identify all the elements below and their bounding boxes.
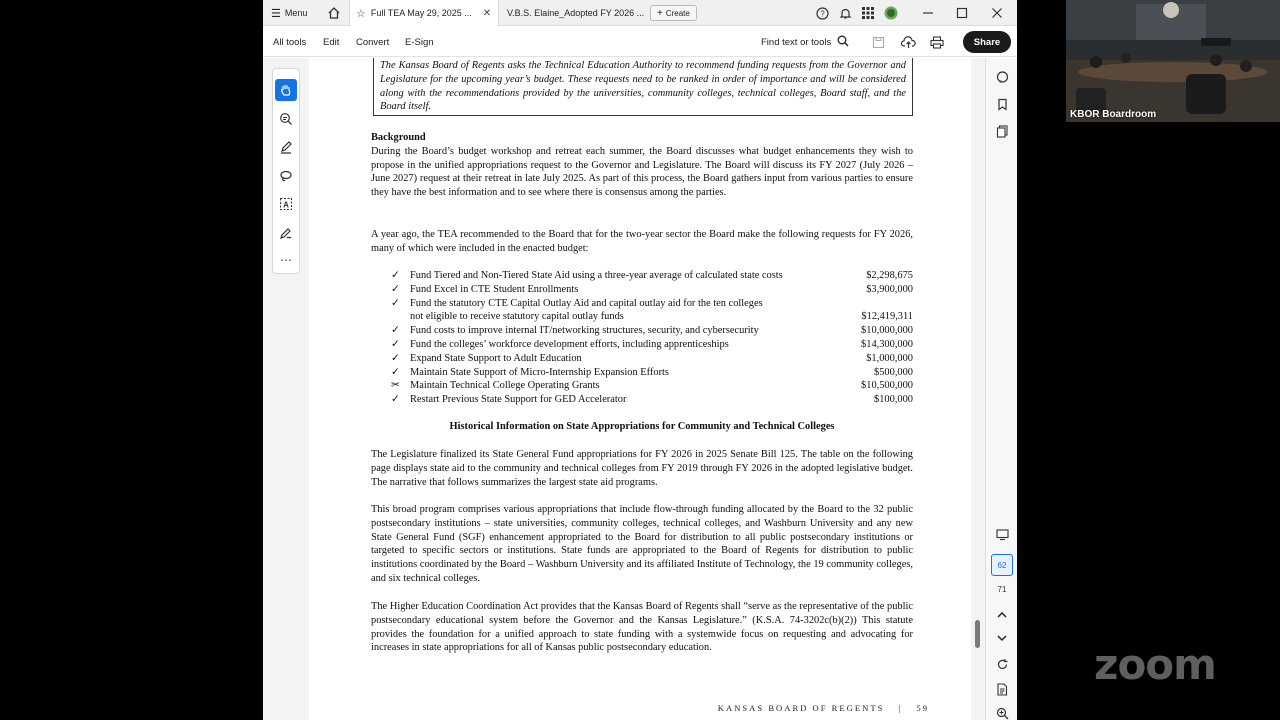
bookmark-icon[interactable] (991, 93, 1013, 115)
close-window-icon[interactable] (988, 4, 1006, 22)
boardroom-video-frame (1066, 0, 1280, 122)
lasso-icon[interactable] (275, 165, 297, 187)
check-icon: ✓ (391, 325, 400, 337)
footer-org: KANSAS BOARD OF REGENTS (717, 703, 885, 713)
search-icon (837, 35, 849, 50)
participant-name: KBOR Boardroom (1070, 109, 1157, 120)
historical-heading: Historical Information on State Appropriations for Community and Technical Colleges (449, 421, 835, 432)
plus-icon: + (657, 7, 663, 19)
main-toolbar (263, 27, 1017, 57)
menu-icon: ☰ (271, 7, 281, 20)
maximize-icon[interactable] (953, 4, 971, 22)
check-icon: ✓ (391, 338, 400, 350)
scrollbar-thumb[interactable] (975, 620, 980, 648)
list-item: not eligible to receive statutory capital outlay funds $12,419,311 (410, 311, 913, 323)
print-icon[interactable] (930, 27, 944, 57)
list-item: ✂ Maintain Technical College Operating Grants $10,500,000 (391, 380, 913, 392)
list-item: ✓ Fund Tiered and Non-Tiered State Aid using a three-year average of calculated state costs $2,298,675 (391, 270, 913, 281)
requests-list (391, 269, 913, 407)
scissors-icon: ✂ (391, 380, 400, 392)
help-icon[interactable] (813, 4, 831, 22)
tab-full-tea[interactable]: ☆ Full TEA May 29, 2025 ... (349, 0, 499, 26)
save-icon[interactable] (872, 27, 885, 57)
list-item: ✓ Restart Previous State Support for GED Accelerator $100,000 (391, 394, 913, 406)
check-icon: ✓ (391, 283, 400, 295)
year-ago-paragraph: A year ago, the TEA recommended to the Board that for the two-year sector the Board make the following requests for FY 2026, many of which were included in the enacted budget: (371, 229, 913, 254)
background-text: During the Board’s budget workshop and retreat each summer, the Board discusses what budget enhancements they wish to propose in the unified appropriations request to the Governor and Legislature. The Board will discuss its FY 2027 (July 2026 – June 2027) request at their retreat in late July 2025. As part of this process, the Board gathers input from various parties to ensure they have the best information and to see where there is consensus among the parties. (371, 145, 913, 199)
list-item: ✓ Fund costs to improve internal IT/networking structures, security, and cybersecurity $10,000,000 (391, 325, 913, 337)
hand-tool-icon[interactable] (275, 79, 297, 101)
more-tools-icon[interactable]: ⋯ (280, 253, 292, 267)
quick-tools-panel (272, 68, 300, 274)
svg-text:A: A (283, 200, 289, 210)
all-tools-button[interactable]: All tools (273, 36, 307, 48)
pages-icon[interactable] (991, 120, 1013, 142)
convert-button[interactable]: Convert (356, 36, 390, 48)
bell-icon[interactable] (836, 4, 854, 22)
list-item: ✓ Expand State Support to Adult Education $1,000,000 (391, 352, 913, 364)
footer-separator: | (898, 703, 903, 713)
minimize-icon[interactable] (919, 4, 937, 22)
acrobat-window (263, 0, 1017, 720)
left-tool-rail (263, 58, 309, 720)
apps-grid-icon[interactable] (859, 4, 877, 22)
participant-video[interactable] (1066, 0, 1280, 122)
broad-program-paragraph: This broad program comprises various appropriations that include flow-through funding allocated by the Board to the 32 public postsecondary institutions – state universities, community colleges, technical colleges, and Washburn University and any new State General Fund (SGF) enhancement appropriated to the Board for distribution to all public postsecondary institutions or targeted to specific sectors or institutions. State funds are appropriated to the Board of Regents for distribution to public institutions coordinated by the Board – Washburn University and its affiliated Institute of Technology, the 19 community colleges, and six technical colleges. (371, 504, 913, 584)
footer-page-number: 59 (916, 703, 929, 713)
check-icon: ✓ (391, 352, 400, 364)
list-item: ✓ Maintain State Support of Micro-Internship Expansion Efforts $500,000 (391, 366, 913, 378)
intro-callout: The Kansas Board of Regents asks the Technical Education Authority to recommend funding requests from the Governor and Legislature for the upcoming year’s budget. These requests need to be ranked in order of importance and will be considered along with the recommendations provided by the universities, community colleges, technical colleges, Board staff, and the Board itself. (373, 58, 913, 116)
check-icon: ✓ (391, 394, 400, 406)
avatar[interactable] (882, 4, 900, 22)
edit-button[interactable]: Edit (323, 36, 340, 48)
esign-button[interactable]: E-Sign (405, 36, 434, 48)
svg-text:?: ? (819, 9, 825, 18)
signature-icon[interactable] (275, 222, 297, 244)
share-button[interactable]: Share (963, 31, 1011, 53)
background-section (371, 131, 913, 200)
legislature-paragraph: The Legislature finalized its State General Fund appropriations for FY 2026 in 2025 Senate Bill 125. The table on the following page displays state aid to the community and technical colleges from FY 2019 through FY 2026 in the adopted legislative budget. The narrative that follows summarizes the largest state aid programs. (371, 449, 913, 488)
list-item: ✓ Fund the colleges’ workforce development efforts, including apprenticeships $14,300,000 (391, 338, 913, 350)
page-total: 71 (997, 585, 1007, 594)
close-tab-icon[interactable]: ✕ (482, 7, 492, 19)
pen-icon[interactable] (275, 136, 297, 158)
list-item: ✓ Fund the statutory CTE Capital Outlay Aid and capital outlay aid for the ten colleges (391, 297, 763, 309)
background-heading: Background (371, 132, 426, 143)
tab-vbs-elaine[interactable]: V.B.S. Elaine_Adopted FY 2026 ... (507, 8, 645, 18)
chevron-up-icon[interactable] (991, 604, 1013, 626)
document-page (309, 58, 971, 720)
right-rail (985, 58, 1017, 720)
coordination-paragraph: The Higher Education Coordination Act provides that the Kansas Board of Regents shall “serve as the representative of the public postsecondary educational system before the Governor and the Kansas Legislature.” (K.S.A. 74-3202c(b)(2)) This statute provides the foundation for a unified approach to state funding with a systemwide focus on requesting and advocating for increases in state appropriations for all of Kansas public postsecondary education. (371, 601, 913, 654)
refresh-icon[interactable] (991, 653, 1013, 675)
create-button[interactable]: + Create (650, 5, 697, 21)
document-icon[interactable] (991, 678, 1013, 700)
vertical-scrollbar[interactable] (971, 58, 985, 720)
star-icon[interactable]: ☆ (356, 7, 366, 20)
zoom-in-icon[interactable] (991, 702, 1013, 720)
zoom-logo: zoom (1094, 640, 1216, 689)
tab-bar (263, 0, 1017, 26)
check-icon: ✓ (391, 366, 400, 378)
find-text-button[interactable]: Find text or tools (761, 27, 849, 57)
home-icon[interactable] (325, 4, 343, 22)
comment-icon[interactable] (991, 66, 1013, 88)
page-footer (669, 703, 929, 713)
current-page-indicator[interactable]: 62 (991, 554, 1013, 576)
chevron-down-icon[interactable] (991, 627, 1013, 649)
list-item: ✓ Fund Excel in CTE Student Enrollments $3,900,000 (391, 283, 913, 295)
screen-mode-icon[interactable] (991, 523, 1013, 545)
cloud-upload-icon[interactable] (901, 27, 916, 57)
menu-button[interactable]: ☰ Menu (271, 7, 308, 20)
check-icon: ✓ (391, 297, 400, 309)
text-select-icon[interactable] (275, 193, 297, 215)
comment-zoom-icon[interactable] (275, 108, 297, 130)
check-icon: ✓ (391, 270, 400, 281)
